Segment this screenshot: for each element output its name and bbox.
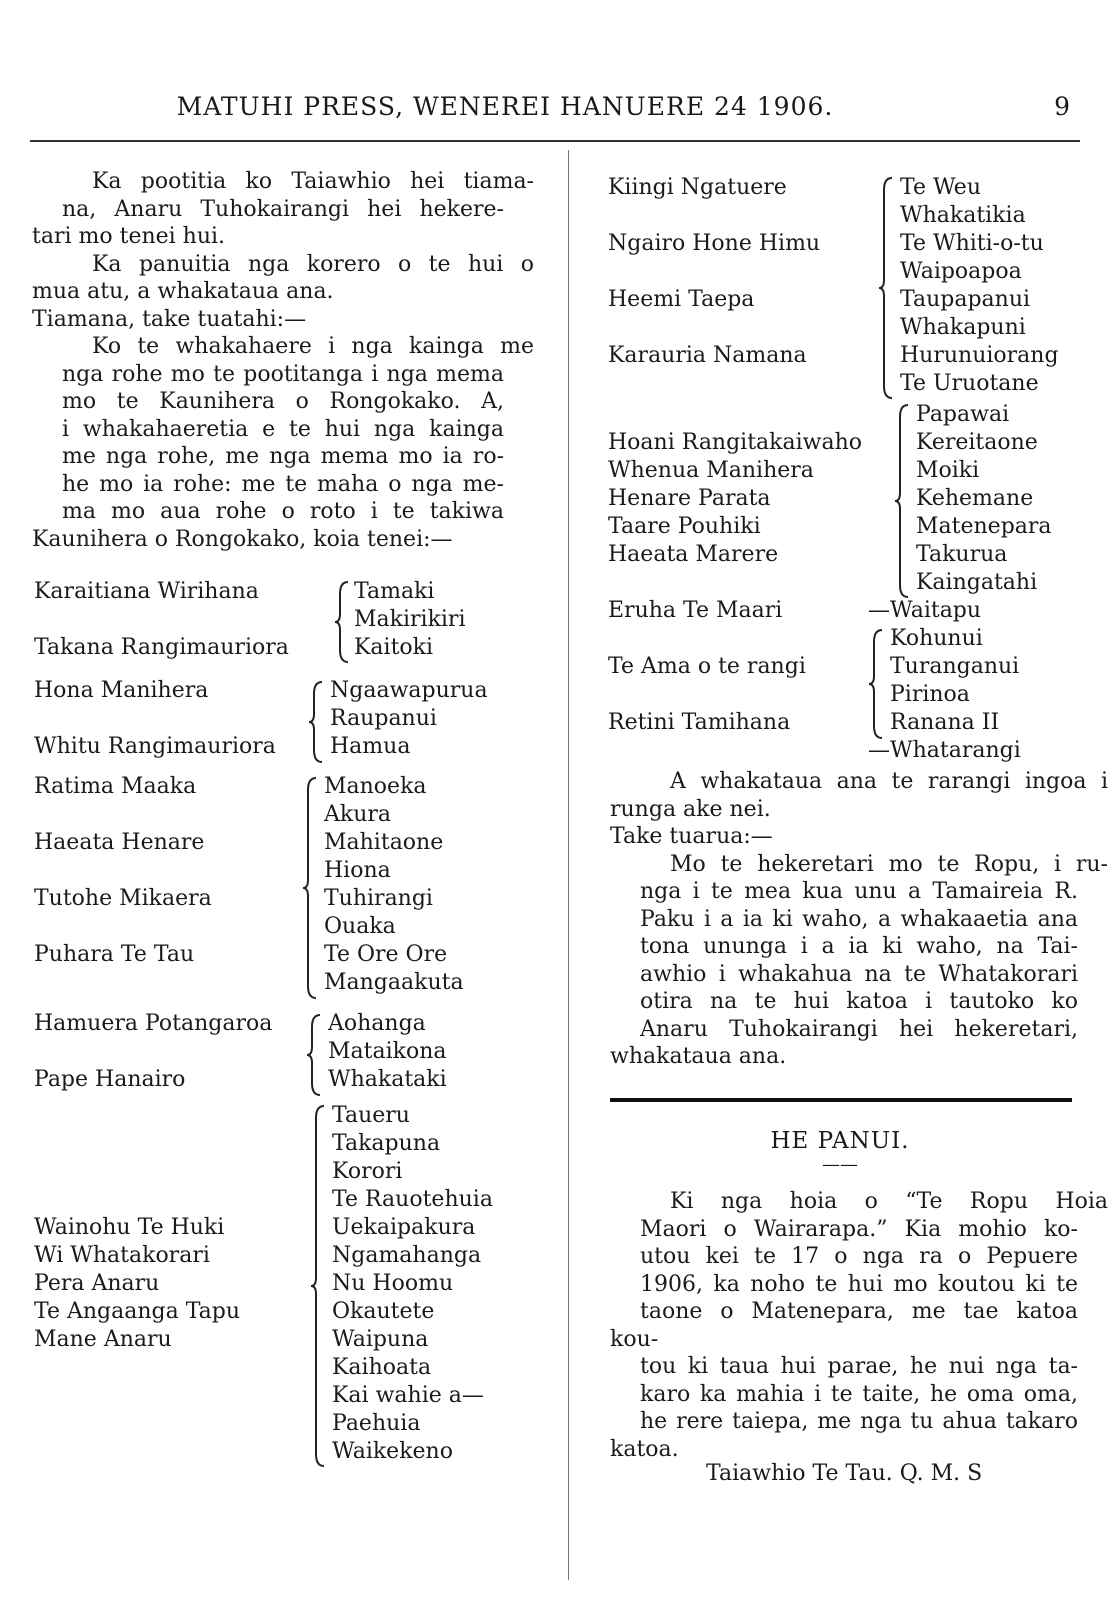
place-name: Uekaipakura	[332, 1215, 476, 1240]
text-line: Paku i a ia ki waho, a whakaaetia ana	[640, 906, 1078, 932]
place-name: Mangaakuta	[324, 970, 464, 995]
text-line: Ka pootitia ko Taiawhio hei tiama-	[92, 169, 534, 194]
text-line: nga rohe mo te pootitanga i nga mema	[62, 361, 504, 387]
text-line: katoa.	[610, 1436, 679, 1462]
place-name: Whakatikia	[900, 203, 1026, 228]
member-name: Hamuera Potangaroa	[34, 1011, 273, 1036]
place-name: Taueru	[332, 1103, 410, 1128]
text-line: na, Anaru Tuhokairangi hei hekere-	[62, 196, 504, 222]
brace-icon	[306, 1013, 324, 1097]
text-line: Kaunihera o Rongokako, koia tenei:—	[32, 526, 453, 552]
place-name: Waikekeno	[332, 1439, 453, 1464]
place-name: Ngaawapurua	[330, 678, 488, 703]
paragraph-minutes	[32, 251, 534, 306]
place-name: Kohunui	[890, 626, 983, 651]
place-name: Nu Hoomu	[332, 1271, 454, 1296]
member-name: Taare Pouhiki	[608, 514, 761, 539]
place-name: Makirikiri	[354, 607, 466, 632]
text-line: he rere taiepa, me nga tu ahua takaro	[640, 1409, 1078, 1434]
paragraph-take-tuatahi	[32, 306, 504, 334]
paragraph-secretary	[610, 851, 1108, 1071]
place-name: —Whatarangi	[868, 738, 1021, 763]
text-line: ma mo aua rohe o roto i te takiwa	[62, 499, 504, 524]
place-name: Whakapuni	[900, 315, 1026, 340]
place-name: Mataikona	[328, 1039, 447, 1064]
place-name: Turanganui	[890, 654, 1020, 679]
place-name: Mahitaone	[324, 830, 444, 855]
place-name: Waipoapoa	[900, 259, 1022, 284]
place-name: Ngamahanga	[332, 1243, 482, 1268]
page-number: 9	[1054, 92, 1070, 121]
text-line: Mo te hekeretari mo te Ropu, i ru-	[670, 851, 1108, 877]
member-name: Mane Anaru	[34, 1327, 172, 1352]
member-name: Hona Manihera	[34, 678, 209, 703]
member-name: Whenua Manihera	[608, 458, 814, 483]
notice-title: HE PANUI.	[770, 1128, 910, 1154]
brace-icon	[310, 1104, 328, 1468]
header-rule	[30, 140, 1080, 142]
place-name: Hiona	[324, 858, 391, 883]
member-name: Pera Anaru	[34, 1271, 160, 1296]
column-divider	[568, 150, 569, 1580]
text-line: nga i te mea kua unu a Tamaireia R.	[640, 879, 1078, 904]
brace-icon	[334, 580, 352, 664]
place-name: Ranana II	[890, 710, 1000, 735]
member-name: Heemi Taepa	[608, 287, 755, 312]
place-name: Te Weu	[900, 175, 981, 200]
place-name: Kehemane	[916, 486, 1034, 511]
brace-icon	[878, 176, 896, 400]
place-name: Pirinoa	[890, 682, 970, 707]
member-name: Ngairo Hone Himu	[608, 231, 821, 256]
text-line: mo te Kaunihera o Rongokako. A,	[62, 389, 504, 414]
text-line: runga ake nei.	[610, 796, 771, 822]
member-name: Tutohe Mikaera	[34, 886, 212, 911]
member-name: Hoani Rangitakaiwaho	[608, 430, 863, 455]
place-name: Matenepara	[916, 514, 1052, 539]
member-name: Whitu Rangimauriora	[34, 734, 276, 759]
right-column-text	[610, 768, 1108, 1071]
notice-paragraph	[610, 1188, 1108, 1463]
place-name: Papawai	[916, 402, 1010, 427]
place-name: Tuhirangi	[324, 886, 433, 911]
member-name: Kiingi Ngatuere	[608, 175, 787, 200]
place-name: Hurunuiorang	[900, 343, 1059, 368]
place-name: Whakataki	[328, 1067, 447, 1092]
paragraph-election	[32, 168, 534, 251]
member-name: Te Angaanga Tapu	[34, 1299, 241, 1324]
text-line: Tiamana, take tuatahi:—	[32, 306, 307, 332]
newspaper-title: MATUHI PRESS, WENEREI HANUERE 24 1906.	[176, 92, 834, 121]
text-line: i whakahaeretia e te hui nga kainga	[62, 416, 504, 442]
place-name: Te Whiti-o-tu	[900, 231, 1044, 256]
text-line: awhio i whakahua na te Whatakorari	[640, 961, 1078, 987]
text-line: tona ununga i a ia ki waho, na Tai-	[640, 934, 1078, 959]
place-name: Te Ore Ore	[324, 942, 448, 967]
text-line: Maori o Wairarapa.” Kia mohio ko-	[640, 1216, 1078, 1242]
place-name: —Waitapu	[868, 598, 982, 623]
member-name: Ratima Maaka	[34, 774, 197, 799]
paragraph-accepted	[610, 768, 1108, 823]
text-line: Ki nga hoia o “Te Ropu Hoia	[670, 1189, 1108, 1214]
place-name: Takapuna	[332, 1131, 441, 1156]
place-name: Tamaki	[354, 579, 435, 604]
text-line: 1906, ka noho te hui mo koutou ki te	[640, 1271, 1078, 1297]
text-line: mua atu, a whakataua ana.	[32, 279, 334, 304]
member-name: Wi Whatakorari	[34, 1243, 210, 1268]
place-name: Paehuia	[332, 1411, 421, 1436]
place-name: Korori	[332, 1159, 403, 1184]
member-name: Retini Tamihana	[608, 710, 791, 735]
paragraph-take-tuarua	[610, 823, 1078, 851]
member-name: Takana Rangimauriora	[34, 635, 289, 660]
member-name: Wainohu Te Huki	[34, 1215, 225, 1240]
section-rule	[610, 1098, 1072, 1102]
notice-signature: Taiawhio Te Tau. Q. M. S	[706, 1461, 983, 1486]
place-name: Taupapanui	[900, 287, 1031, 312]
place-name: Kaingatahi	[916, 570, 1038, 595]
place-name: Okautete	[332, 1299, 435, 1324]
place-name: Kaihoata	[332, 1355, 432, 1380]
place-name: Waipuna	[332, 1327, 429, 1352]
brace-icon	[868, 628, 886, 740]
place-name: Raupanui	[330, 706, 437, 731]
member-name: Haeata Marere	[608, 542, 779, 567]
text-line: taone o Matenepara, me tae katoa kou-	[610, 1299, 1078, 1352]
text-line: A whakataua ana te rarangi ingoa i	[670, 769, 1108, 794]
text-line: Take tuarua:—	[610, 824, 773, 849]
brace-icon	[302, 776, 320, 1000]
text-line: me nga rohe, me nga mema mo ia ro-	[62, 444, 504, 469]
text-line: Ko te whakahaere i nga kainga me	[92, 334, 534, 359]
brace-icon	[894, 403, 912, 599]
text-line: tou ki taua hui parae, he nui nga ta-	[640, 1354, 1078, 1379]
notice-separator: ——	[822, 1154, 858, 1175]
place-name: Manoeka	[324, 774, 427, 799]
place-name: Aohanga	[328, 1011, 426, 1036]
text-line: utou kei te 17 o nga ra o Pepuere	[640, 1244, 1078, 1269]
notice-body	[610, 1188, 1108, 1463]
place-name: Kereitaone	[916, 430, 1038, 455]
member-name: Karaitiana Wirihana	[34, 579, 259, 604]
text-line: karo ka mahia i te taite, he oma oma,	[640, 1381, 1078, 1407]
member-name: Karauria Namana	[608, 343, 807, 368]
paragraph-kainga	[32, 333, 534, 553]
place-name: Te Uruotane	[900, 371, 1039, 396]
place-name: Hamua	[330, 734, 411, 759]
place-name: Moiki	[916, 458, 980, 483]
place-name: Akura	[324, 802, 392, 827]
member-name: Pape Hanairo	[34, 1067, 186, 1092]
member-name: Haeata Henare	[34, 830, 205, 855]
member-name: Henare Parata	[608, 486, 771, 511]
text-line: whakataua ana.	[610, 1044, 787, 1069]
page-header	[30, 92, 1080, 132]
text-line: tari mo tenei hui.	[32, 224, 226, 249]
text-line: he mo ia rohe: me te maha o nga me-	[62, 471, 504, 497]
member-name: Puhara Te Tau	[34, 942, 195, 967]
place-name: Kaitoki	[354, 635, 434, 660]
member-name: Eruha Te Maari	[608, 598, 783, 623]
left-column	[32, 168, 534, 553]
member-name: Te Ama o te rangi	[608, 654, 806, 679]
place-name: Takurua	[916, 542, 1008, 567]
text-line: Anaru Tuhokairangi hei hekeretari,	[640, 1016, 1078, 1042]
place-name: Ouaka	[324, 914, 396, 939]
text-line: otira na te hui katoa i tautoko ko	[640, 989, 1078, 1014]
brace-icon	[308, 680, 326, 764]
text-line: Ka panuitia nga korero o te hui o	[92, 251, 534, 277]
place-name: Te Rauotehuia	[332, 1187, 493, 1212]
place-name: Kai wahie a—	[332, 1383, 484, 1408]
